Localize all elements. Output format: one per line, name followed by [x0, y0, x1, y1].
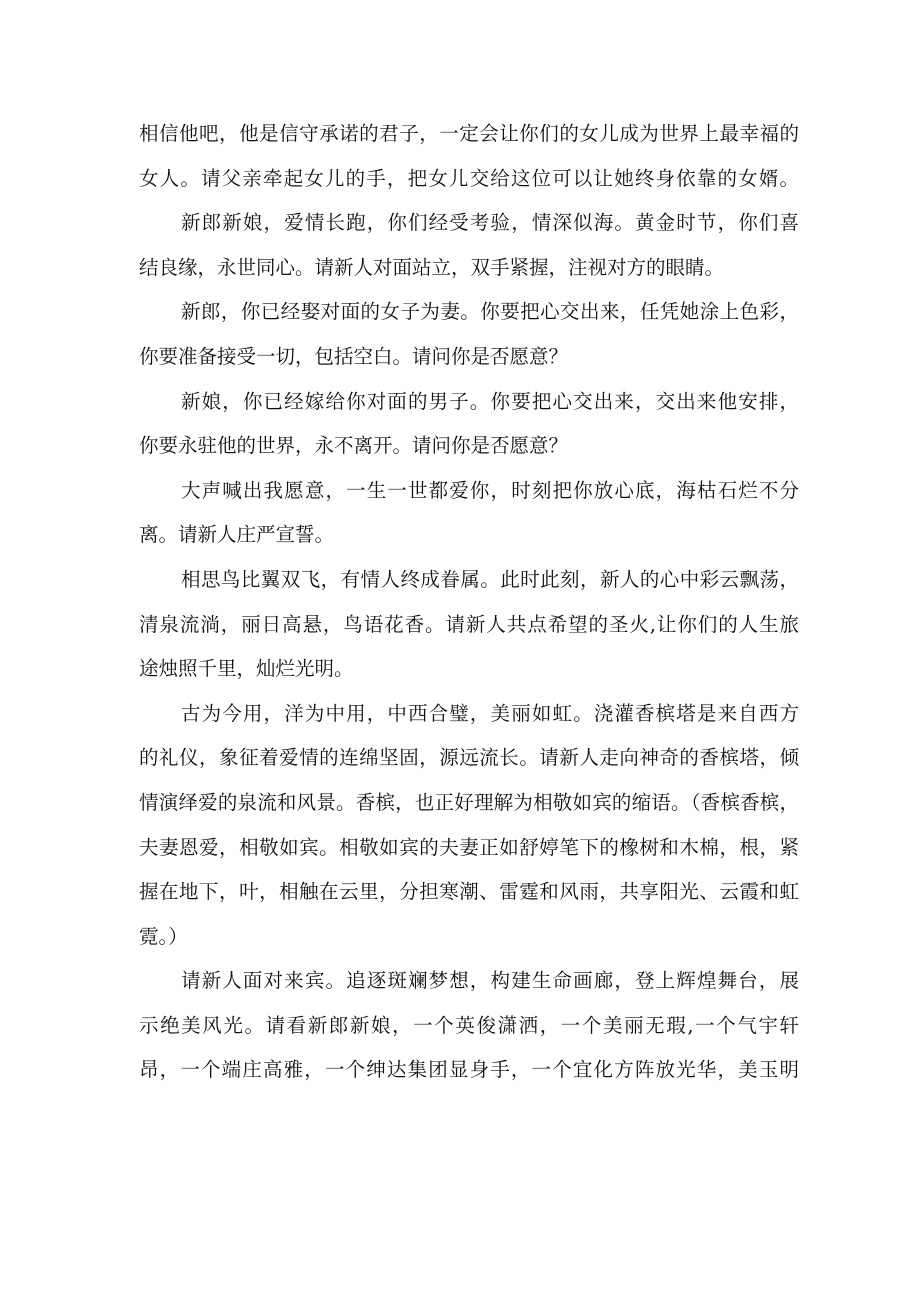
- text-line: 你要永驻他的世界，永不离开。请问你是否愿意？: [139, 434, 569, 458]
- text-line: 新郎，你已经娶对面的女子为妻。你要把心交出来，任凭她涂上色彩，: [181, 300, 799, 324]
- document-body: [139, 112, 799, 1093]
- text-line: 示绝美风光。请看新郎新娘，一个英俊潇洒，一个美丽无瑕,一个气宇轩: [139, 1013, 799, 1037]
- text-line: 相思鸟比翼双飞，有情人终成眷属。此时此刻，新人的心中彩云飘荡，: [181, 567, 799, 591]
- text-line: 结良缘，永世同心。请新人对面站立，双手紧握，注视对方的眼睛。: [139, 255, 725, 279]
- text-line: 清泉流淌，丽日高悬，鸟语花香。请新人共点希望的圣火,让你们的人生旅: [139, 612, 799, 636]
- text-line: 女人。请父亲牵起女儿的手，把女儿交给这位可以让她终身依靠的女婿。: [139, 166, 799, 190]
- text-line: 离。请新人庄严宣誓。: [139, 523, 335, 547]
- text-line: 握在地下，叶，相触在云里，分担寒潮、雷霆和风雨，共享阳光、云霞和虹: [139, 880, 799, 904]
- text-line: 新郎新娘，爱情长跑，你们经受考验，情深似海。黄金时节，你们喜: [181, 211, 799, 235]
- text-line: 途烛照千里，灿烂光明。: [139, 657, 354, 681]
- text-line: 霓。）: [139, 924, 188, 948]
- text-line: 请新人面对来宾。追逐斑斓梦想，构建生命画廊，登上辉煌舞台，展: [181, 969, 799, 993]
- text-line: 相信他吧，他是信守承诺的君子，一定会让你们的女儿成为世界上最幸福的: [139, 122, 799, 145]
- text-line: 大声喊出我愿意，一生一世都爱你，时刻把你放心底，海枯石烂不分: [181, 478, 799, 502]
- text-line: 新娘，你已经嫁给你对面的男子。你要把心交出来，交出来他安排，: [181, 389, 799, 413]
- text-line: 夫妻恩爱，相敬如宾。相敬如宾的夫妻正如舒婷笔下的橡树和木棉，根，紧: [139, 835, 799, 859]
- text-line: 情演绎爱的泉流和风景。香槟，也正好理解为相敬如宾的缩语。（香槟香槟，: [139, 790, 799, 814]
- text-line: 昂，一个端庄高雅，一个绅达集团显身手，一个宜化方阵放光华，美玉明: [139, 1058, 799, 1082]
- text-line: 古为今用，洋为中用，中西合璧，美丽如虹。浇灌香槟塔是来自西方: [181, 701, 799, 725]
- text-line: 你要准备接受一切，包括空白。请问你是否愿意？: [139, 344, 569, 368]
- text-line: 的礼仪，象征着爱情的连绵坚固，源远流长。请新人走向神奇的香槟塔，倾: [139, 746, 799, 770]
